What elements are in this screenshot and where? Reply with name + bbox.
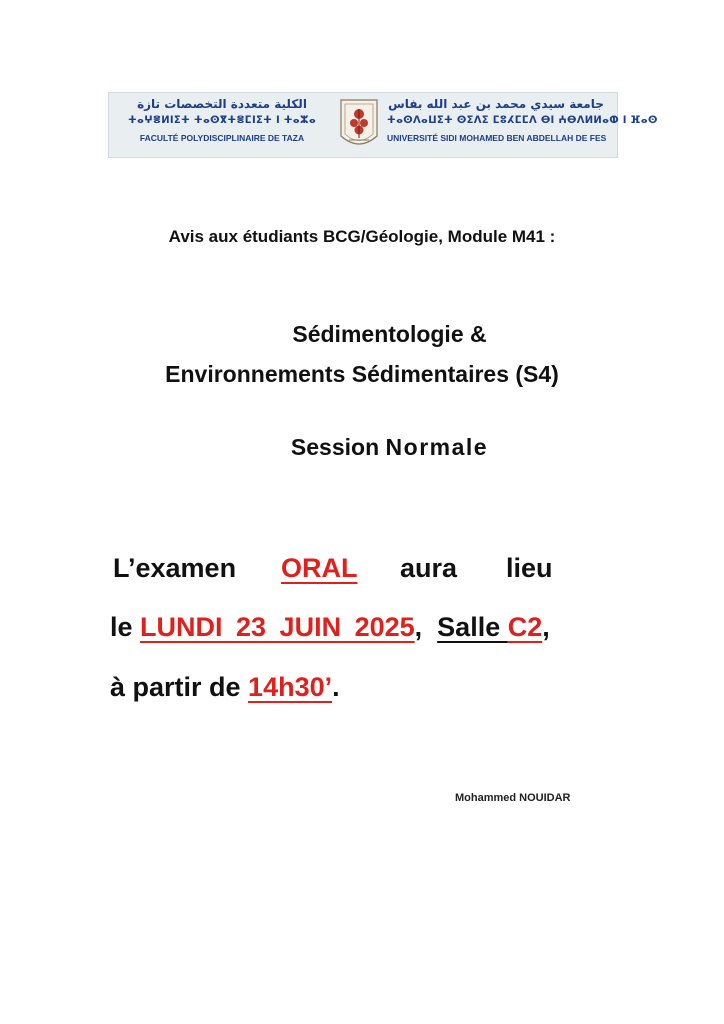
session-type: Normale	[385, 434, 489, 460]
comma: ,	[542, 612, 550, 642]
aura-word: aura	[400, 553, 458, 583]
exam-room: C2	[507, 612, 543, 642]
announcement-line2	[110, 612, 550, 643]
exam-time: 14h30’	[248, 672, 333, 702]
time-prefix: à partir de	[110, 672, 249, 702]
university-header	[387, 96, 658, 154]
course-title	[0, 314, 724, 394]
university-name-french: UNIVERSITÉ SIDI MOHAMED BEN ABDELLAH DE FES	[387, 133, 607, 143]
university-name-arabic: جامعة سيدي محمد بن عبد الله بفاس	[388, 97, 604, 111]
period: .	[332, 672, 340, 702]
university-name-tifinagh: ⵜⴰⵙⴷⴰⵡⵉⵜ ⵙⵉⴷⵉ ⵎⵓⵃⵎⵎⴷ ⴱⵏ ⵄⴱⴷⵍⵍⴰⵀ ⵏ ⴼⴰⵙ	[387, 115, 658, 126]
faculty-name-french: FACULTÉ POLYDISCIPLINAIRE DE TAZA	[139, 133, 305, 143]
exam-date: LUNDI 23 JUIN 2025	[140, 612, 415, 642]
session-word: Session	[290, 434, 380, 460]
faculty-header	[113, 96, 331, 154]
university-letterhead	[108, 92, 658, 158]
room-label: Salle	[437, 612, 508, 642]
faculty-name-arabic: الكلية متعددة التخصصات تازة	[137, 97, 307, 111]
lieu-word: lieu	[506, 553, 553, 583]
announcement-line3	[110, 672, 340, 703]
date-prefix: le	[110, 612, 141, 642]
course-title-line2: Environnements Sédimentaires (S4)	[165, 361, 559, 387]
course-title-line1: Sédimentologie &	[292, 321, 487, 347]
comma: ,	[414, 612, 423, 642]
exam-type-oral: ORAL	[281, 553, 358, 583]
university-seal-logo	[335, 96, 383, 154]
notice-heading: Avis aux étudiants BCG/Géologie, Module M41 :	[168, 227, 556, 246]
faculty-name-tifinagh: ⵜⴰⵖⴻⵍⵏⵉⵜ ⵜⴰⵙⴳⵜⴻⵎⵏⵉⵜ ⵏ ⵜⴰⵣⴰ	[127, 115, 317, 126]
exam-word: L’examen	[113, 553, 237, 583]
signature-author: Mohammed NOUIDAR	[455, 792, 571, 804]
session-label	[0, 434, 724, 461]
